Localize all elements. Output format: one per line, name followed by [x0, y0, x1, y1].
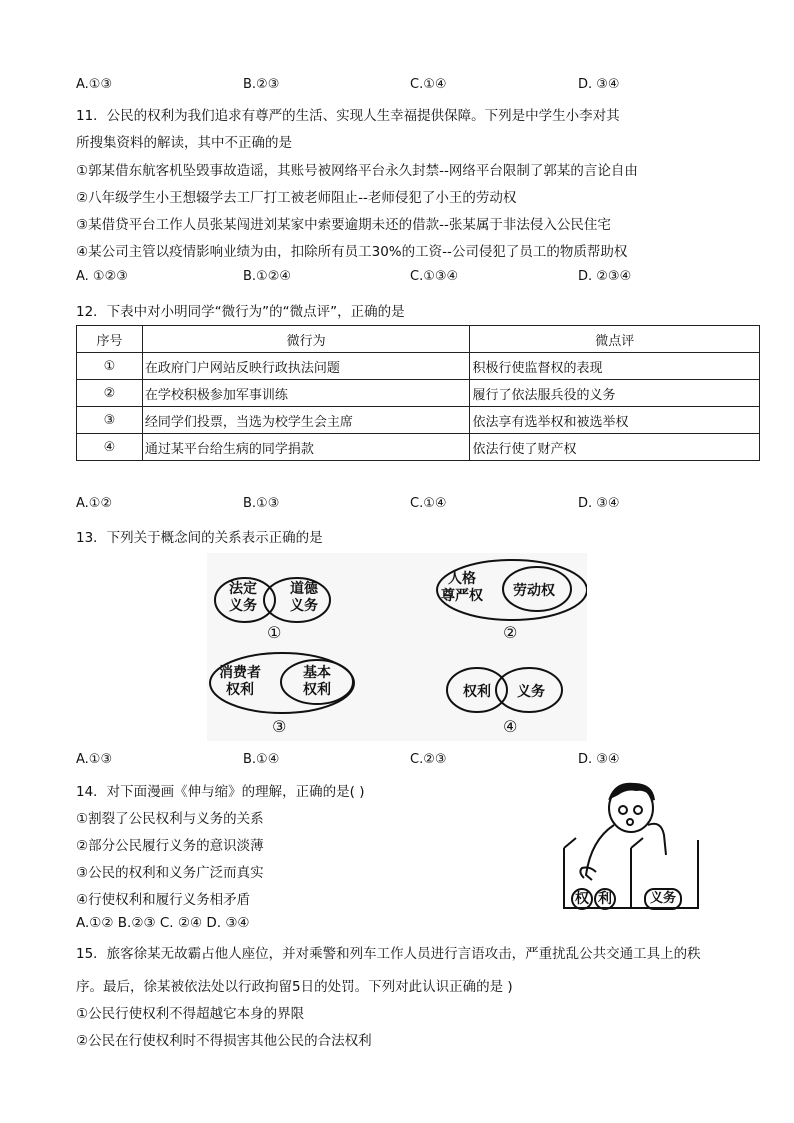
row-comment: 依法行使了财产权	[470, 434, 760, 461]
diagram-2-inner-label: 劳动权	[513, 583, 555, 599]
row-number: ③	[77, 407, 143, 434]
q14-options: A.①② B.②③ C. ②④ D. ③④	[76, 915, 250, 931]
q13-option-a: A.①③	[76, 752, 113, 767]
row-comment: 积极行使监督权的表现	[470, 353, 760, 380]
cartoon-label-yiwu: 义务	[644, 888, 682, 910]
diagram-2-number: ②	[503, 623, 518, 642]
q11-item-1: ①郭某借东航客机坠毁事故造谣，其账号被网络平台永久封禁--网络平台限制了郭某的言论自由	[76, 163, 638, 179]
cartoon-label-li: 利	[594, 888, 616, 910]
table-row	[77, 353, 760, 380]
q11-item-2: ②八年级学生小王想辍学去工厂打工被老师阻止--老师侵犯了小王的劳动权	[76, 190, 517, 206]
q10-option-c: C.①④	[410, 77, 447, 92]
q14-item-3: ③公民的权利和义务广泛而真实	[76, 865, 264, 881]
table-row	[77, 434, 760, 461]
diagram-1-number: ①	[267, 623, 282, 642]
cartoon-label-quan: 权	[571, 888, 593, 910]
q12-option-a: A.①②	[76, 496, 113, 511]
diagram-3-number: ③	[272, 717, 287, 736]
cartoon-stretch-shrink	[556, 780, 706, 915]
diagram-2-outer-label: 人格 尊严权	[441, 571, 483, 604]
diagram-4-number: ④	[503, 717, 518, 736]
header-behavior: 微行为	[142, 326, 470, 353]
q10-option-a: A.①③	[76, 77, 113, 92]
q12-option-b: B.①③	[243, 496, 280, 511]
q13-option-c: C.②③	[410, 752, 447, 767]
table-header-row	[77, 326, 760, 353]
row-behavior: 在政府门户网站反映行政执法问题	[142, 353, 470, 380]
cartoon-right-arm	[648, 824, 666, 855]
header-comment: 微点评	[470, 326, 760, 353]
q11-option-c: C.①③④	[410, 269, 459, 284]
q15-item-1: ①公民行使权利不得超越它本身的界限	[76, 1006, 305, 1022]
q11-option-d: D. ②③④	[578, 269, 632, 284]
row-number: ②	[77, 380, 143, 407]
row-behavior: 经同学们投票，当选为校学生会主席	[142, 407, 470, 434]
q13-option-d: D. ③④	[578, 752, 620, 767]
row-comment: 依法享有选举权和被选举权	[470, 407, 760, 434]
q14-item-2: ②部分公民履行义务的意识淡薄	[76, 838, 264, 854]
q14-item-1: ①割裂了公民权利与义务的关系	[76, 811, 264, 827]
q10-option-d: D. ③④	[578, 77, 620, 92]
concept-diagram-figure	[207, 553, 587, 741]
q11-option-a: A. ①②③	[76, 269, 128, 284]
q11-stem: 11．公民的权利为我们追求有尊严的生活、实现人生幸福提供保障。下列是中学生小李对其	[76, 108, 620, 124]
q13-option-b: B.①④	[243, 752, 280, 767]
diagram-4-right-label: 义务	[517, 684, 545, 700]
table-row	[77, 407, 760, 434]
q15-stem: 15．旅客徐某无故霸占他人座位，并对乘警和列车工作人员进行言语攻击，严重扰乱公共交通工具上的秩	[76, 946, 701, 962]
q11-stem-cont: 所搜集资料的解读，其中不正确的是	[76, 135, 292, 151]
q10-option-b: B.②③	[243, 77, 280, 92]
row-comment: 履行了依法服兵役的义务	[470, 380, 760, 407]
diagram-3-inner-label: 基本 权利	[303, 665, 331, 698]
row-behavior: 通过某平台给生病的同学捐款	[142, 434, 470, 461]
q14-item-4: ④行使权利和履行义务相矛盾	[76, 892, 251, 908]
row-number: ④	[77, 434, 143, 461]
q11-item-4: ④某公司主管以疫情影响业绩为由，扣除所有员工30%的工资--公司侵犯了员工的物质帮助权	[76, 244, 628, 260]
diagram-4-left-label: 权利	[463, 684, 491, 700]
q12-stem: 12．下表中对小明同学“微行为”的“微点评”，正确的是	[76, 304, 405, 320]
row-behavior: 在学校积极参加军事训练	[142, 380, 470, 407]
q12-option-c: C.①④	[410, 496, 447, 511]
q11-item-3: ③某借贷平台工作人员张某闯进刘某家中索要逾期未还的借款--张某属于非法侵入公民住宅	[76, 217, 611, 233]
table-row	[77, 380, 760, 407]
q15-item-2: ②公民在行使权利时不得损害其他公民的合法权利	[76, 1033, 372, 1049]
q15-stem-cont: 序。最后，徐某被依法处以行政拘留5日的处罚。下列对此认识正确的是 )	[76, 979, 513, 995]
diagram-1-right-label: 道德 义务	[290, 581, 318, 614]
q13-stem: 13．下列关于概念间的关系表示正确的是	[76, 530, 323, 546]
cartoon-left-arm	[586, 825, 614, 880]
header-number: 序号	[77, 326, 143, 353]
q14-stem: 14．对下面漫画《伸与缩》的理解，正确的是( )	[76, 784, 365, 800]
row-number: ①	[77, 353, 143, 380]
diagram-3-outer-label: 消费者 权利	[219, 665, 261, 698]
diagram-1-left-label: 法定 义务	[229, 581, 257, 614]
q12-table	[76, 325, 760, 461]
q12-option-d: D. ③④	[578, 496, 620, 511]
q11-option-b: B.①②④	[243, 269, 292, 284]
cartoon-box-top-edges	[564, 838, 698, 848]
